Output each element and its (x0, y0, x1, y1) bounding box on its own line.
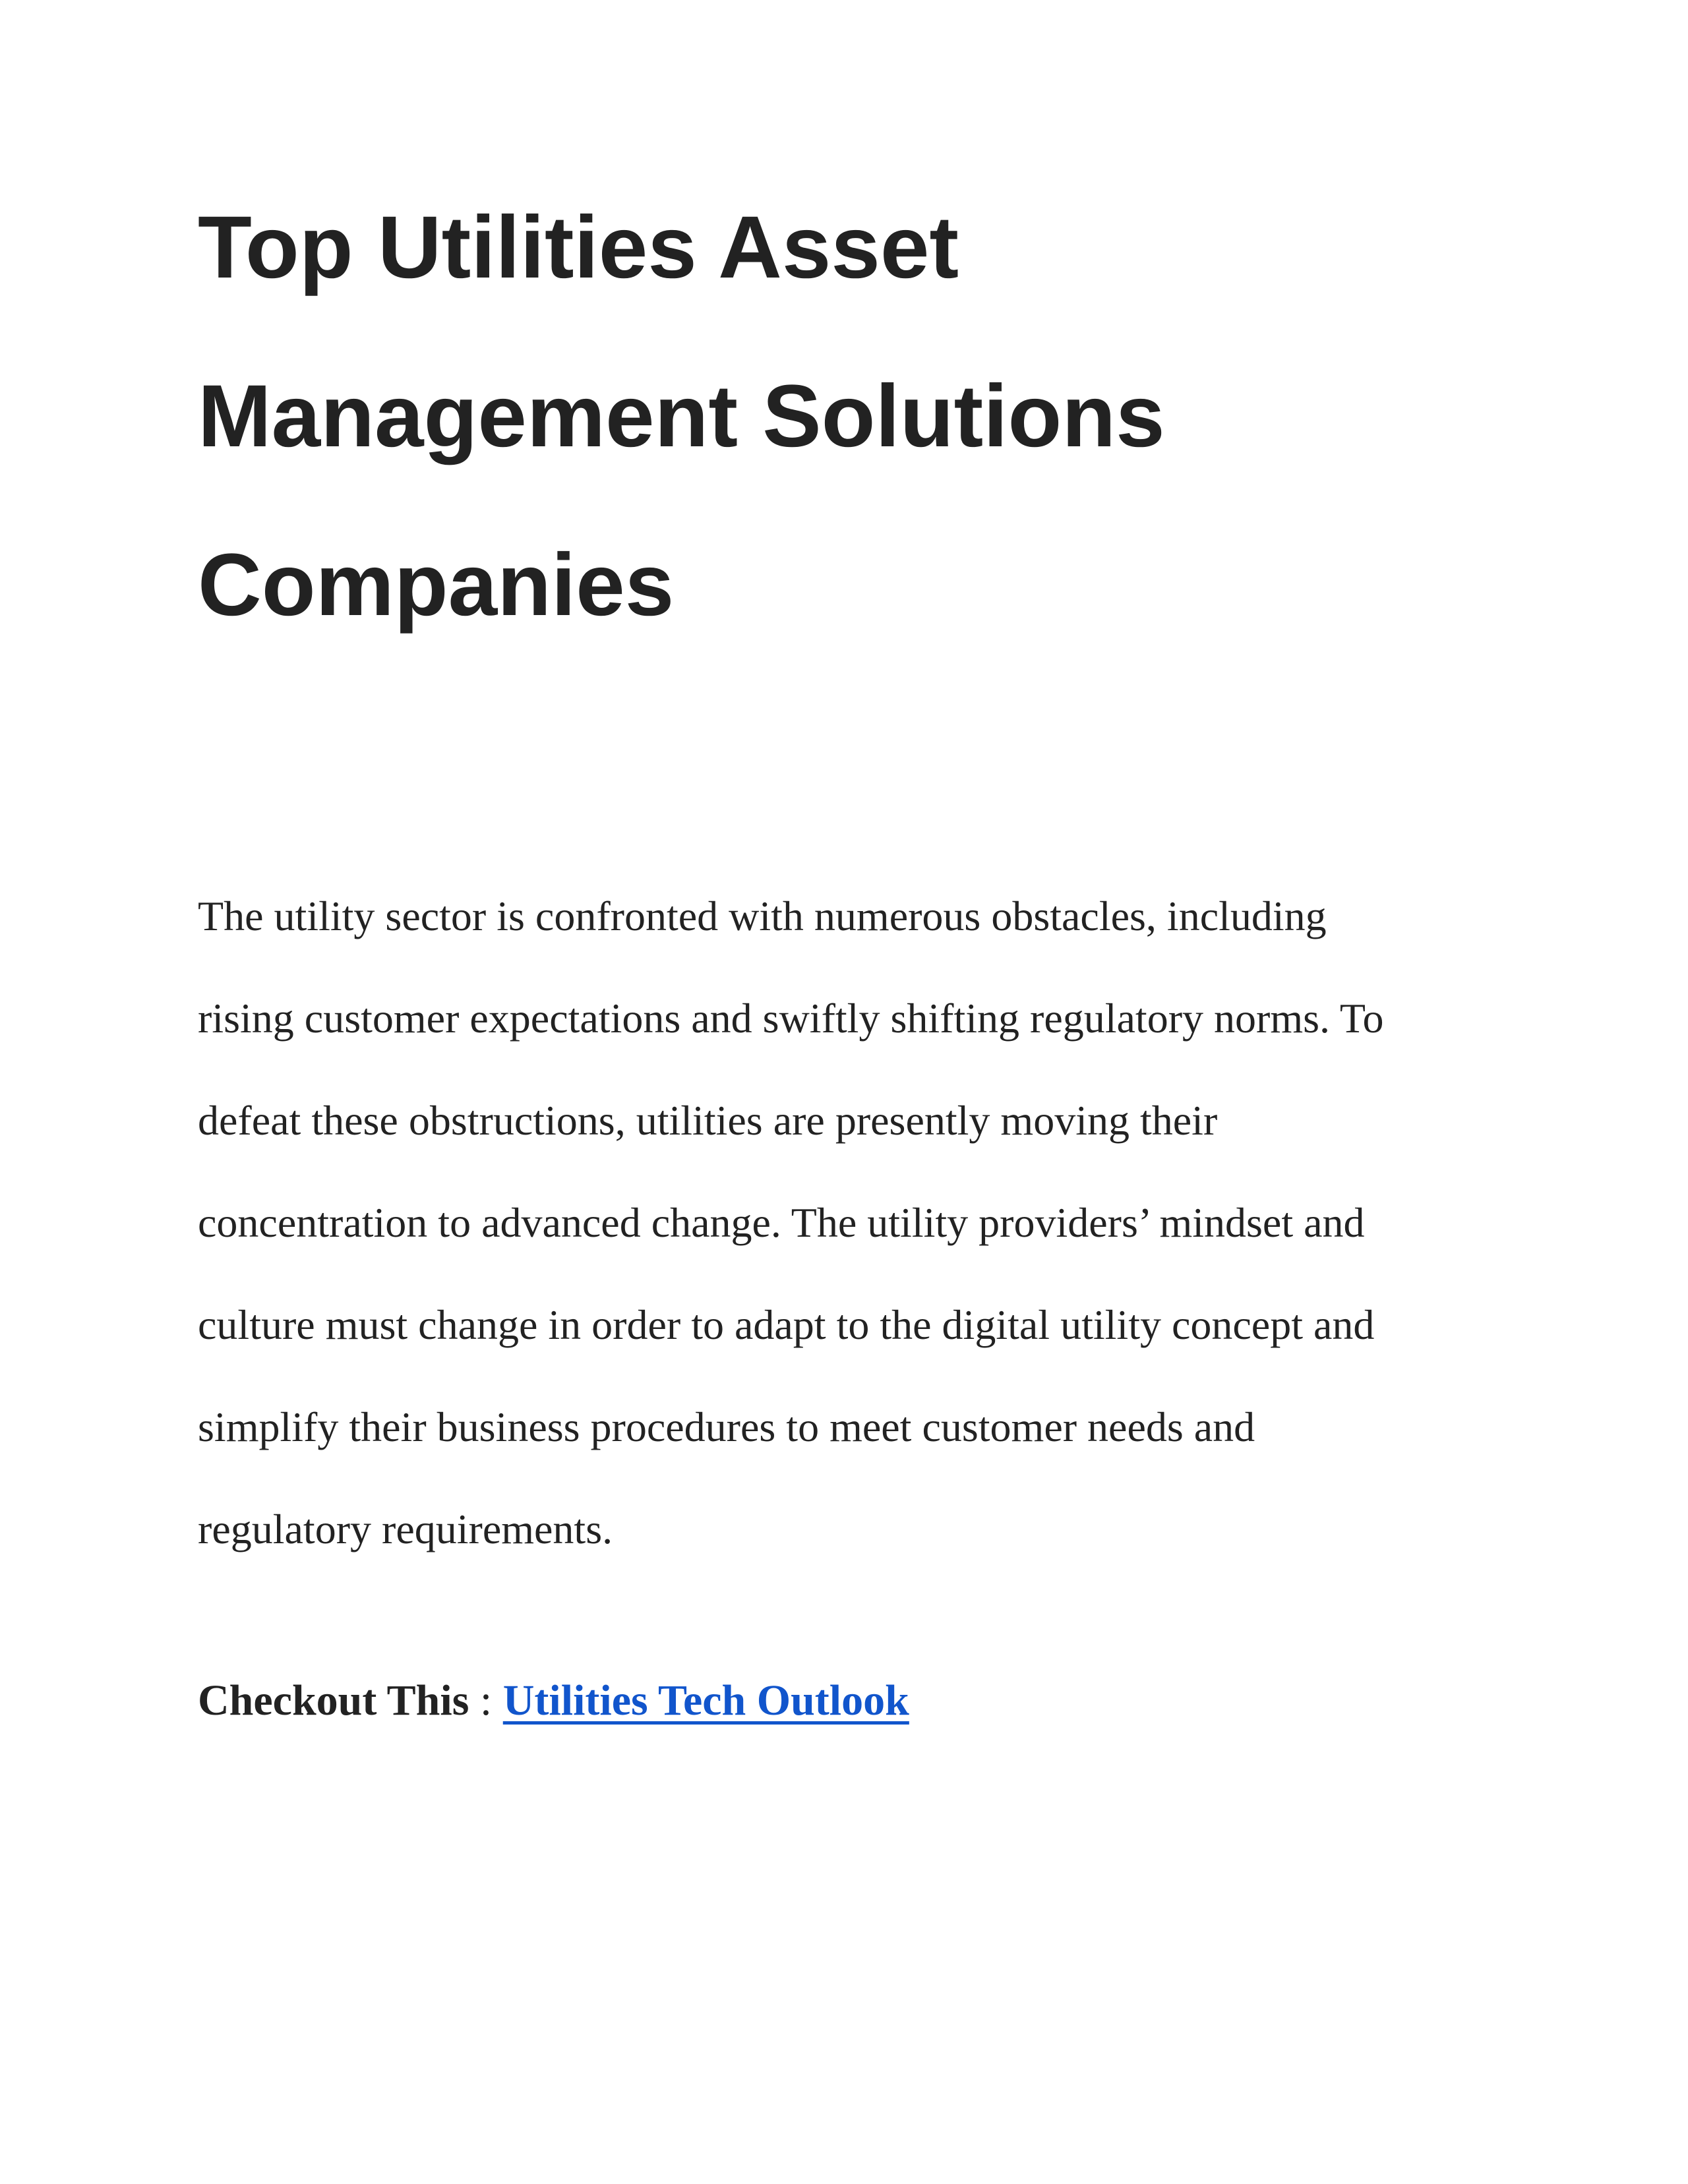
paragraph-line-5: culture must change in order to adapt to the digital utility concept and (198, 1301, 1375, 1348)
page-title (198, 163, 1517, 670)
checkout-line (198, 1661, 909, 1740)
paragraph-line-4: concentration to advanced change. The utility providers’ mindset and (198, 1199, 1365, 1246)
title-line-3: Companies (198, 536, 675, 634)
paragraph-line-3: defeat these obstructions, utilities are presently moving their (198, 1097, 1218, 1144)
intro-paragraph (198, 865, 1550, 1580)
title-line-2: Management Solutions (198, 367, 1165, 465)
paragraph-line-2: rising customer expectations and swiftly shifting regulatory norms. To (198, 995, 1384, 1042)
utilities-tech-outlook-link[interactable]: Utilities Tech Outlook (502, 1676, 909, 1725)
title-line-1: Top Utilities Asset (198, 198, 959, 297)
paragraph-line-6: simplify their business procedures to meet customer needs and (198, 1403, 1255, 1450)
checkout-label: Checkout This (198, 1676, 469, 1725)
paragraph-line-7: regulatory requirements. (198, 1506, 613, 1552)
paragraph-line-1: The utility sector is confronted with numerous obstacles, including (198, 893, 1327, 939)
checkout-separator: : (469, 1676, 503, 1725)
